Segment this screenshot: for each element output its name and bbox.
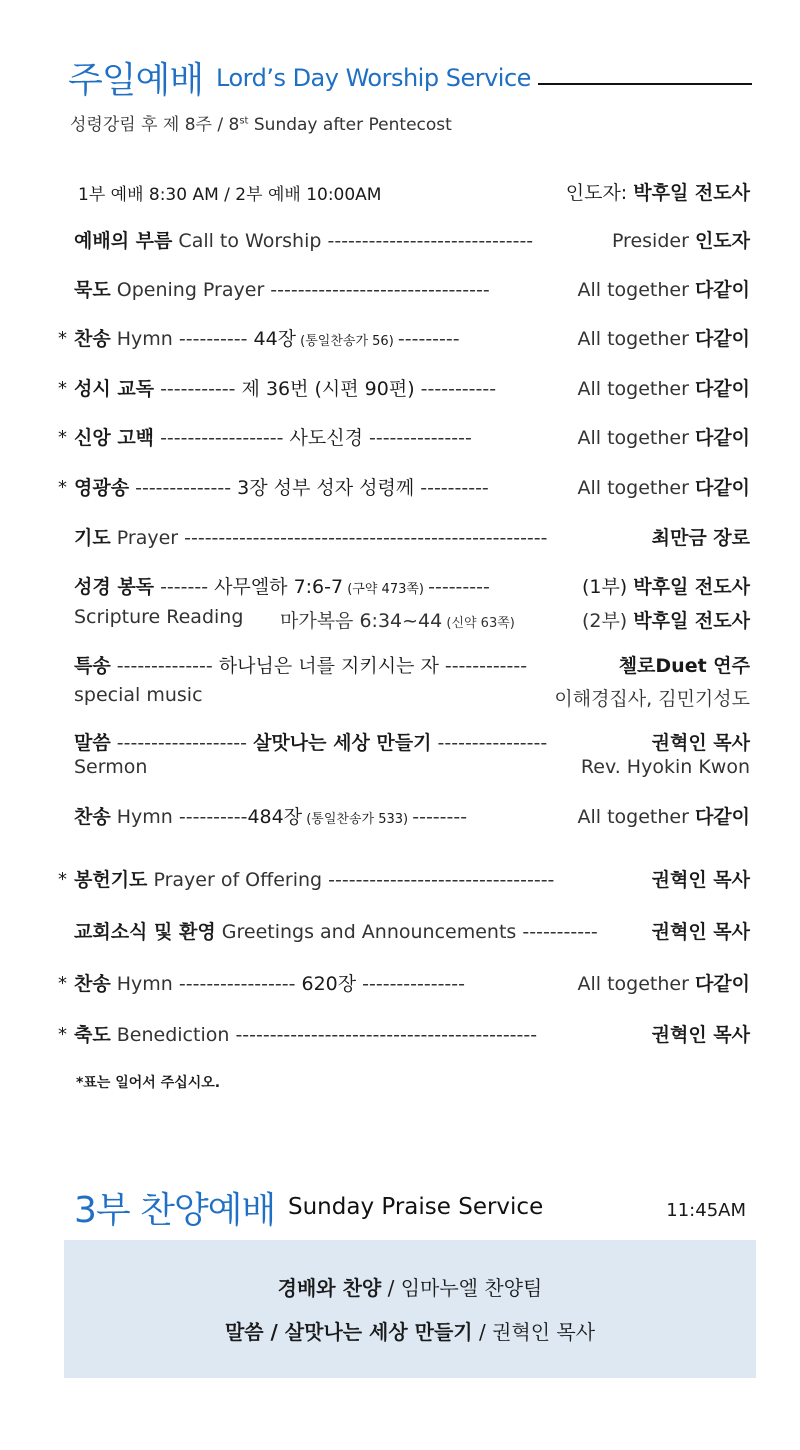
standing-marker: * [58,328,67,349]
item-title-ko: 성시 교독 [74,378,155,400]
worship-item [58,374,750,404]
page-title-english: Lord’s Day Worship Service [216,64,531,92]
subtitle [70,110,452,135]
dashes: --------- [397,328,460,350]
item-role-ko: 다같이 [694,279,750,301]
item-title-ko: 봉헌기도 [74,869,148,891]
item-role-ko: 권혁인 목사 [651,869,750,891]
item-detail-note: (통일찬송가 56) [296,334,398,349]
dashes: --------------------------------- [328,869,555,891]
item-role-ko: 권혁인 목사 [651,921,750,943]
dashes: -------- [412,806,468,828]
special-row-2 [74,684,750,710]
worship-item [58,523,750,553]
sermon-en: Sermon [74,756,148,778]
item-role-ko: 인도자 [694,230,750,252]
special-performer: 첼로Duet 연주 [618,655,750,677]
worship-item [58,324,750,354]
item-detail: 사도신경 [289,427,363,449]
dashes: ----------------- [178,973,302,995]
item-title-ko: 찬송 [74,973,111,995]
item-title-en: Hymn [110,806,179,828]
dashes: ------------------------------ [327,230,534,252]
item-role-en: All together [577,279,695,301]
dashes: ------------ [438,655,528,677]
item-title-ko: 교회소식 및 환영 [74,921,216,943]
item-role-en: Presider [611,230,695,252]
item-title-en: Opening Prayer [110,279,271,301]
praise-box [64,1240,756,1378]
worship-item [58,473,750,503]
worship-item [58,865,750,895]
item-role-ko: 다같이 [694,973,750,995]
item-role-ko: 권혁인 목사 [651,1024,750,1046]
item-title-en: Hymn [110,328,179,350]
dashes: ----------- [160,378,242,400]
praise-title-english: Sunday Praise Service [288,1194,544,1220]
item-role-ko: 다같이 [694,378,750,400]
item-detail: 620장 [301,973,357,995]
worship-item [58,917,750,947]
scripture-nt: 마가복음 6:34~44 [280,610,443,632]
dashes: --------------- [356,973,465,995]
item-title-en: Hymn [110,973,179,995]
item-detail: 제 36번 (시편 90편) [241,378,415,400]
service-times: 1부 예배 8:30 AM / 2부 예배 10:00AM [78,185,382,205]
item-title-en: Call to Worship [172,230,328,252]
praise-line2-rest: / 권혁인 목사 [472,1320,596,1344]
standing-marker: * [58,477,67,498]
scripture-reader1: 박후일 전도사 [633,576,750,598]
scripture-part2: (2부) [581,610,634,632]
leader-label: 인도자: [565,182,634,204]
item-title-en: Greetings and Announcements [215,921,523,943]
sermon-row [58,728,750,758]
item-title-en: Prayer [110,527,185,549]
worship-item [58,423,750,453]
item-role-en: All together [577,328,695,350]
scripture-ot: 사무엘하 7:6-7 [214,576,344,598]
scripture-part1: (1부) [581,576,634,598]
item-title-en: Prayer of Offering [147,869,329,891]
item-title-ko: 묵도 [74,279,111,301]
item-title-ko: 영광송 [74,477,130,499]
praise-line1-bold: 경배와 찬양 [277,1276,382,1300]
subtitle-text-end: Sunday after Pentecost [248,115,452,135]
item-title-ko: 예배의 부름 [74,230,173,252]
praise-title: 3부 찬양예배 [74,1190,276,1231]
standing-marker: * [58,1024,67,1045]
item-role-ko: 다같이 [694,328,750,350]
dashes: ---------- [178,806,248,828]
standing-note: *표는 일어서 주십시오. [76,1075,221,1091]
dashes: ----------- [414,378,497,400]
sermon-preacher: 권혁인 목사 [651,732,750,754]
dashes: -------------------------------- [270,279,490,301]
dashes: -------------------------------------------- [235,1024,538,1046]
worship-item [58,275,750,305]
item-role-en: All together [577,477,695,499]
dashes: ------------------ [160,427,290,449]
leader-name: 박후일 전도사 [633,182,750,204]
item-role-ko: 다같이 [694,427,750,449]
item-role-ko: 최만금 장로 [651,527,750,549]
dashes: ------------------- [110,732,254,754]
item-title-ko: 찬송 [74,328,111,350]
title-divider [538,83,752,85]
dashes: ---------------- [431,732,548,754]
item-role-ko: 다같이 [694,806,750,828]
standing-marker: * [58,378,67,399]
dashes: ---------- [414,477,489,499]
item-detail: 3장 성부 성자 성령께 [237,477,415,499]
worship-item [58,802,750,832]
scripture-row-2 [74,606,750,632]
item-role-en: All together [577,378,695,400]
dashes: --------------- [362,427,472,449]
subtitle-sup: st [239,115,249,127]
page-title: 주일예배 [68,60,204,101]
sermon-title: 살맛나는 세상 만들기 [253,732,432,754]
special-row [58,651,750,681]
dashes: ----------------------------------------------------- [184,527,548,549]
header [68,52,752,104]
item-role-ko: 다같이 [694,477,750,499]
standing-marker: * [58,869,67,890]
praise-line1-rest: / 임마누엘 찬양팀 [381,1276,543,1300]
item-title-ko: 신앙 고백 [74,427,155,449]
dashes: ---------- [178,328,254,350]
sermon-preacher-en: Rev. Hyokin Kwon [580,756,750,778]
special-title: 하나님은 너를 지키시는 자 [218,655,439,677]
dashes: ------- [154,576,215,598]
scripture-nt-page: (신약 63쪽) [442,616,515,631]
scripture-ot-page: (구약 473쪽) [343,582,429,597]
item-title-ko: 기도 [74,527,111,549]
sermon-ko: 말씀 [74,732,111,754]
dashes: -------------- [135,477,238,499]
scripture-row [58,572,750,602]
praise-time: 11:45AM [666,1200,746,1221]
item-detail: 44장 [253,328,297,350]
scripture-en: Scripture Reading [74,606,244,628]
dashes: ----------- [522,921,598,943]
worship-item [58,226,750,256]
special-en: special music [74,684,203,706]
dashes: --------- [428,576,490,598]
standing-marker: * [58,427,67,448]
dashes: -------------- [110,655,219,677]
special-names: 이해경집사, 김민기성도 [554,688,750,710]
item-title-ko: 찬송 [74,806,111,828]
praise-line2-bold: 말씀 / 살맛나는 세상 만들기 [224,1320,473,1344]
leader [566,178,750,205]
subtitle-text: 성령강림 후 제 8주 / 8 [70,115,240,135]
scripture-reader2: 박후일 전도사 [633,610,750,632]
worship-item [58,969,750,999]
item-detail: 484장 [247,806,303,828]
item-role-en: All together [577,973,695,995]
item-role-en: All together [577,427,695,449]
praise-line-1 [64,1272,756,1301]
item-detail-note: (통일찬송가 533) [302,812,413,827]
sermon-row-2 [74,756,750,778]
item-title-en: Benediction [110,1024,236,1046]
item-title-ko: 축도 [74,1024,111,1046]
special-ko: 특송 [74,655,111,677]
item-role-en: All together [577,806,695,828]
standing-marker: * [58,973,67,994]
scripture-ko: 성경 봉독 [74,576,155,598]
worship-item [58,1020,750,1050]
praise-line-2 [64,1316,756,1345]
